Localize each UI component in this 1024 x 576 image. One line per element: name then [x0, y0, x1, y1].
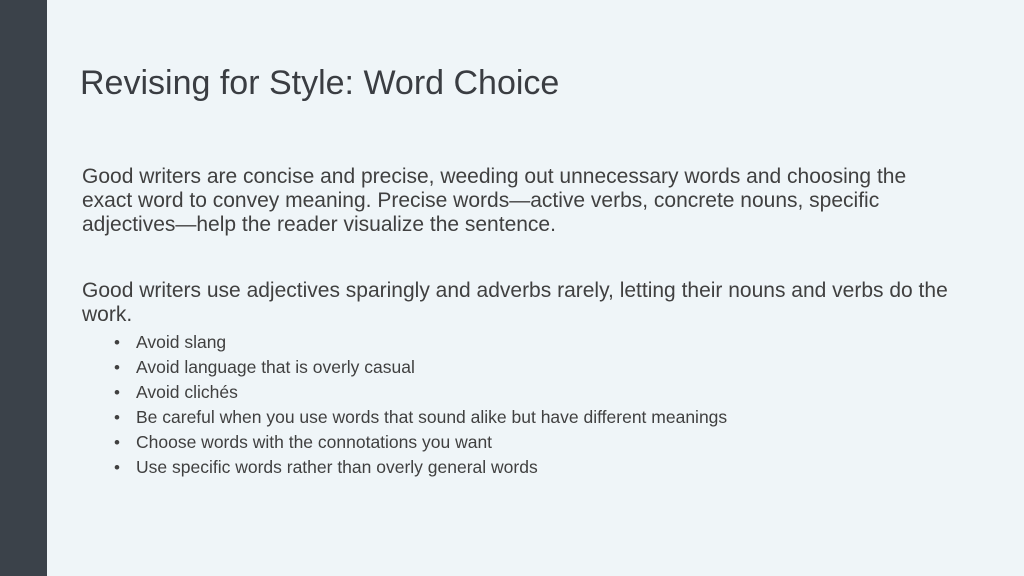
list-item — [114, 355, 962, 380]
list-item-text: Choose words with the connotations you want — [136, 432, 493, 452]
paragraph-adjectives-adverbs: Good writers use adjectives sparingly and adverbs rarely, letting their nouns and verbs do the work. — [82, 279, 948, 326]
bullet-icon: • — [114, 333, 120, 352]
list-item — [114, 380, 962, 405]
list-item — [114, 330, 962, 355]
list-item-text: Be careful when you use words that sound alike but have different meanings — [136, 407, 728, 427]
side-accent-bar — [0, 0, 47, 576]
slide-body — [82, 165, 962, 480]
paragraph-concise-precise: Good writers are concise and precise, weeding out unnecessary words and choosing the exact word to convey meaning. Precise words—active verbs, concrete nouns, specific adjectives—help the reader visualize the sentence. — [82, 165, 907, 236]
list-item — [114, 455, 962, 480]
list-item — [114, 405, 962, 430]
slide-title: Revising for Style: Word Choice — [80, 64, 560, 102]
bullet-icon: • — [114, 433, 120, 452]
bullet-icon: • — [114, 458, 120, 477]
bullet-list — [82, 330, 962, 480]
bullet-icon: • — [114, 358, 120, 377]
list-item-text: Avoid clichés — [136, 382, 238, 402]
list-item-text: Avoid slang — [136, 332, 227, 352]
bullet-icon: • — [114, 383, 120, 402]
bullet-icon: • — [114, 408, 120, 427]
list-item-text: Use specific words rather than overly general words — [136, 457, 538, 477]
list-item — [114, 430, 962, 455]
list-item-text: Avoid language that is overly casual — [136, 357, 415, 377]
